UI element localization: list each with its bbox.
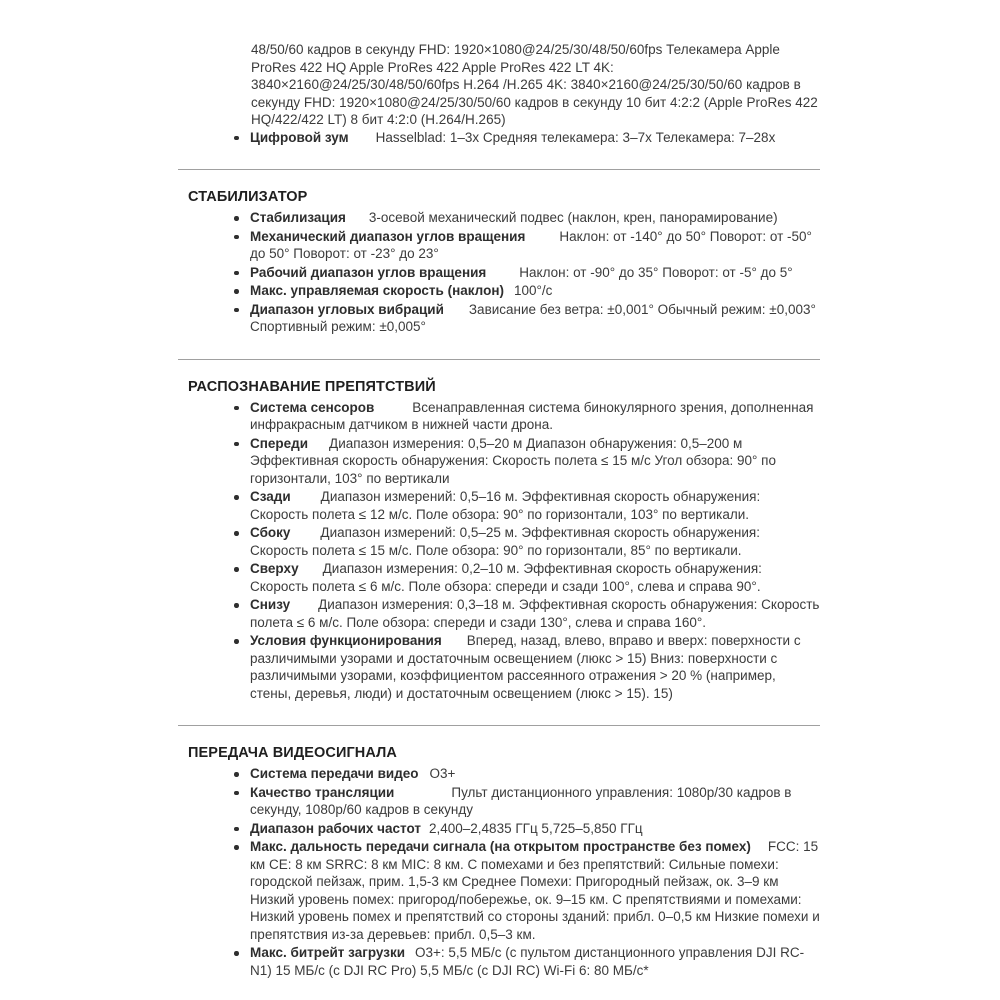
spec-item [188,129,820,147]
spec-continuation-text: 48/50/60 кадров в секунду FHD: 1920×1080@24/25/30/48/50/60fps Телекамера Apple ProRes 422 HQ Apple ProRes 422 Apple ProRes 422 LT 4K: 3840×2160@24/25/30/48/50/60fps H.264 /H.265 4K: 3840×2160@24/25/30/50/60 кадров в секунду FHD: 1920×1080@24/25/30/50/60 кадров в секунду 10 бит 4:2:2 (Apple ProRes 422 HQ/422/422 LT) 8 бит 4:2:0 (H.264/H.265) [251,42,818,127]
spec-item-value: 2,400–2,4835 ГГц 5,725–5,850 ГГц [429,820,643,836]
spec-item-label: Цифровой зум [250,129,349,145]
spec-item-value: Hasselblad: 1–3x Средняя телекамера: 3–7x Телекамера: 7–28x [375,129,776,145]
spec-item-label: Механический диапазон углов вращения [250,228,526,244]
section-title: СТАБИЛИЗАТОР [188,189,308,205]
bullet-icon [234,772,239,777]
label-value-gap [346,221,369,222]
spec-item [188,596,820,631]
bullet-icon [234,567,239,572]
spec-item-value: Диапазон измерения: 0,5–20 м Диапазон обнаружения: 0,5–200 м Эффективная скорость обнаружения: Скорость полета ≤ 15 м/с Угол обзора: 90° по горизонтали, 103° по вертикали [250,435,776,486]
bullet-icon [234,216,239,221]
label-value-gap [349,141,376,142]
spec-item-value: Всенаправленная система бинокулярного зрения, дополненная инфракрасным датчиком в нижней части дрона. [250,399,814,432]
spec-item-label: Снизу [250,597,291,612]
bullet-icon [234,639,239,644]
spec-item-value: 3-осевой механический подвес (наклон, крен, панорамирование) [368,210,778,225]
spec-item [188,784,820,819]
spec-sections [188,169,820,979]
spec-item [188,838,820,943]
section-title: РАСПОЗНАВАНИЕ ПРЕПЯТСТВИЙ [188,378,436,395]
bullet-icon [234,442,239,447]
spec-item-label: Диапазон рабочих частот [250,820,421,836]
label-value-gap [751,850,768,851]
intro-spec-list [188,129,820,147]
bullet-icon [234,603,239,608]
spec-item-value: Зависание без ветра: ±0,001° Обычный режим: ±0,003° Спортивный режим: ±0,005° [250,301,816,334]
spec-item-label: Спереди [250,435,309,451]
spec-item-value: FCC: 15 км CE: 8 км SRRC: 8 км MIC: 8 км. С помехами и без препятствий: Сильные помехи: городской пейзаж, прим. 1,5-3 км Среднее Помехи: Пригородный пейзаж, ок. 3–9 км Низкий уровень помех: пригород/побережье, ок. 9–15 км. С препятствиями и помехами: Низкий уровень помех и препятствий со стороны зданий: прибл. 0–0,5 км Низкие помехи и препятствия из-за деревьев: прибл. 0,5–3 км. [250,839,820,942]
spec-item [188,765,820,783]
label-value-gap [374,411,412,412]
section-spec-list [188,209,820,336]
spec-item [188,399,820,434]
spec-section [188,169,820,336]
spec-item-label: Сзади [250,489,291,504]
spec-item [188,264,820,282]
spec-item-value: O3+: 5,5 МБ/с (с пультом дистанционного управления DJI RC-N1) 15 МБ/с (с DJI RC Pro) 5,5 МБ/с (с DJI RC) Wi-Fi 6: 80 МБ/с* [250,945,805,978]
section-divider [178,725,820,726]
spec-item [188,282,820,300]
label-value-gap [421,832,429,833]
spec-item-value: Диапазон измерения: 0,2–10 м. Эффективная скорость обнаружения: Скорость полета ≤ 6 м/с. Поле обзора: спереди и сзади 100°, слева и справа 90°. [250,561,762,594]
spec-item-value: Наклон: от -140° до 50° Поворот: от -50° до 50° Поворот: от -23° до 23° [250,228,812,261]
spec-item-value: Диапазон измерений: 0,5–25 м. Эффективная скорость обнаружения: Скорость полета ≤ 15 м/с. Поле обзора: 90° по горизонтали, 85° по вертикали. [250,525,760,558]
section-divider [178,359,820,360]
spec-item-label: Макс. управляемая скорость (наклон) [250,283,504,298]
spec-item [188,301,820,336]
spec-item-label: Система передачи видео [250,766,419,781]
spec-item-label: Условия функционирования [250,633,442,648]
bullet-icon [234,531,239,536]
spec-item-value: Вперед, назад, влево, вправо и вверх: поверхности с различимыми узорами и достаточным освещением (люкс > 15) Вниз: поверхности с различимыми узорами, коэффициентом рассеянного отражения > 20 % (например, стены, деревья, люди) и достаточным освещением (люкс > 15). 15) [250,633,801,701]
spec-item-value: Диапазон измерения: 0,3–18 м. Эффективная скорость обнаружения: Скорость полета ≤ 6 м/с. Поле обзора: спереди и сзади 130°, слева и справа 160°. [250,597,820,630]
spec-item [188,209,820,227]
spec-section [188,359,820,703]
spec-item [188,524,820,559]
spec-item-value: Наклон: от -90° до 35° Поворот: от -5° до 5° [519,264,793,280]
section-divider [178,169,820,170]
label-value-gap [486,276,519,277]
bullet-icon [234,845,239,850]
spec-item-label: Диапазон угловых вибраций [250,301,444,317]
spec-item-value: Диапазон измерений: 0,5–16 м. Эффективная скорость обнаружения: Скорость полета ≤ 12 м/с. Поле обзора: 90° по горизонтали, 103° по вертикали. [250,489,761,522]
spec-document [188,41,820,980]
spec-item-label: Сбоку [250,525,291,540]
spec-section [188,725,820,979]
bullet-icon [234,136,239,141]
label-value-gap [442,644,467,645]
spec-item-value: O3+ [429,766,456,781]
spec-item-label: Система сенсоров [250,399,375,415]
spec-item-label: Макс. битрейт загрузки [250,945,405,960]
label-value-gap [419,777,430,778]
bullet-icon [234,308,239,313]
spec-item-label: Стабилизация [250,210,346,225]
label-value-gap [444,313,469,314]
bullet-icon [234,235,239,240]
spec-item [188,228,820,263]
spec-item-label: Макс. дальность передачи сигнала (на открытом пространстве без помех) [250,839,751,854]
bullet-icon [234,791,239,796]
label-value-gap [308,447,329,448]
spec-item [188,560,820,595]
bullet-icon [234,827,239,832]
bullet-icon [234,406,239,411]
label-value-gap [394,796,451,797]
spec-item-value: 100°/с [513,283,553,298]
label-value-gap [290,608,318,609]
spec-item [188,944,820,979]
label-value-gap [290,536,320,537]
bullet-icon [234,289,239,294]
label-value-gap [291,500,321,501]
spec-item-label: Рабочий диапазон углов вращения [250,264,487,280]
spec-item-label: Сверху [250,561,299,576]
label-value-gap [504,294,514,295]
spec-item [188,632,820,702]
label-value-gap [405,956,415,957]
label-value-gap [525,240,559,241]
spec-item [188,820,820,838]
section-title: ПЕРЕДАЧА ВИДЕОСИГНАЛА [188,745,397,761]
spec-item-value: Пульт дистанционного управления: 1080p/30 кадров в секунду, 1080p/60 кадров в секунду [250,784,792,817]
bullet-icon [234,951,239,956]
spec-item [188,488,820,523]
section-spec-list [188,399,820,703]
section-spec-list [188,765,820,979]
bullet-icon [234,495,239,500]
bullet-icon [234,271,239,276]
spec-item [188,435,820,488]
spec-item-label: Качество трансляции [250,784,395,800]
label-value-gap [299,572,323,573]
